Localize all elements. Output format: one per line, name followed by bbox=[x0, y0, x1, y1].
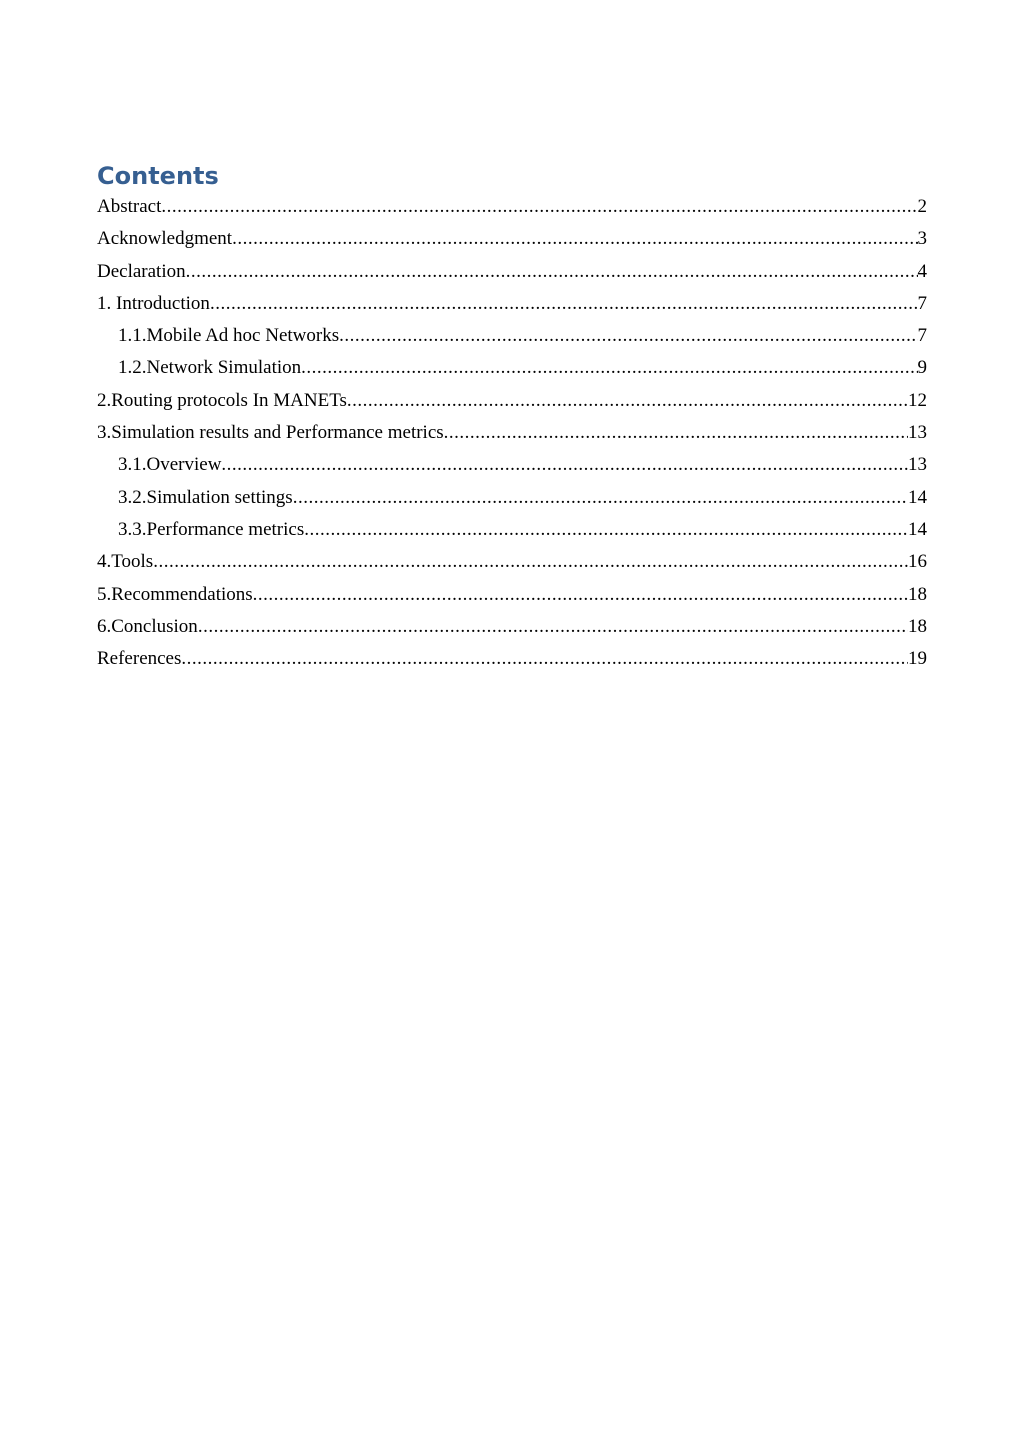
toc-dot-leader bbox=[181, 644, 908, 674]
toc-entry-title: 5.Recommendations bbox=[97, 583, 253, 605]
toc-dot-leader bbox=[161, 192, 917, 222]
toc-dot-leader bbox=[210, 289, 918, 319]
toc-entry-title: 1.2.Network Simulation bbox=[118, 357, 302, 379]
toc-entry-performance-metrics[interactable] bbox=[97, 515, 927, 547]
toc-dot-leader bbox=[153, 547, 908, 577]
toc-entry-title: 1. Introduction bbox=[97, 292, 210, 314]
toc-entry-references[interactable] bbox=[97, 644, 927, 676]
toc-dot-leader bbox=[198, 612, 908, 642]
toc-entry-page: 4 bbox=[917, 260, 927, 282]
toc-entry-routing-protocols[interactable] bbox=[97, 386, 927, 418]
toc-entry-page: 13 bbox=[908, 454, 927, 476]
toc-entry-page: 3 bbox=[917, 228, 927, 250]
toc-entry-title: References bbox=[97, 648, 182, 670]
toc-dot-leader bbox=[232, 224, 917, 254]
toc-entry-network-simulation[interactable] bbox=[97, 353, 927, 385]
toc-entry-title: 6.Conclusion bbox=[97, 615, 198, 637]
toc-dot-leader bbox=[339, 321, 917, 351]
toc-entry-page: 14 bbox=[908, 518, 927, 540]
toc-dot-leader bbox=[221, 450, 908, 480]
toc-entry-page: 16 bbox=[908, 551, 927, 573]
toc-dot-leader bbox=[301, 353, 917, 383]
toc-dot-leader bbox=[186, 257, 918, 287]
toc-entry-page: 14 bbox=[908, 486, 927, 508]
toc-entry-page: 2 bbox=[917, 196, 927, 217]
toc-entry-page: 18 bbox=[908, 615, 927, 637]
toc-dot-leader bbox=[293, 483, 908, 513]
toc-entry-page: 12 bbox=[908, 389, 927, 411]
toc-dot-leader bbox=[347, 386, 908, 416]
toc-entry-simulation-results[interactable] bbox=[97, 418, 927, 450]
toc-entry-declaration[interactable] bbox=[97, 257, 927, 289]
toc-entry-conclusion[interactable] bbox=[97, 612, 927, 644]
toc-entry-recommendations[interactable] bbox=[97, 580, 927, 612]
toc-entry-title: 3.3.Performance metrics bbox=[118, 518, 305, 540]
toc-entry-page: 18 bbox=[908, 583, 927, 605]
toc-entry-title: Declaration bbox=[97, 260, 186, 282]
toc-entry-acknowledgment[interactable] bbox=[97, 224, 927, 256]
toc-entry-tools[interactable] bbox=[97, 547, 927, 579]
toc-entry-title: 1.1.Mobile Ad hoc Networks bbox=[118, 325, 340, 347]
toc-dot-leader bbox=[304, 515, 908, 545]
toc-entry-page: 7 bbox=[917, 325, 927, 347]
toc-entry-page: 9 bbox=[917, 357, 927, 379]
toc-entry-title: Abstract bbox=[97, 196, 162, 217]
toc-heading: Contents bbox=[97, 162, 219, 190]
toc-entry-title: 4.Tools bbox=[97, 551, 154, 573]
toc-entry-title: 2.Routing protocols In MANETs bbox=[97, 389, 347, 411]
toc-dot-leader bbox=[253, 580, 908, 610]
toc-entry-page: 7 bbox=[917, 292, 927, 314]
toc-entry-title: Acknowledgment bbox=[97, 228, 233, 250]
toc-entry-simulation-settings[interactable] bbox=[97, 483, 927, 515]
toc-entry-title: 3.2.Simulation settings bbox=[118, 486, 293, 508]
toc-entry-page: 13 bbox=[908, 422, 927, 444]
toc-entry-overview[interactable] bbox=[97, 450, 927, 482]
toc-entry-mobile-ad-hoc-networks[interactable] bbox=[97, 321, 927, 353]
toc-list bbox=[97, 192, 927, 676]
toc-entry-page: 19 bbox=[908, 648, 927, 670]
toc-entry-title: 3.Simulation results and Performance metrics bbox=[97, 422, 444, 444]
toc-entry-abstract[interactable] bbox=[97, 192, 927, 224]
toc-dot-leader bbox=[444, 418, 908, 448]
toc-entry-title: 3.1.Overview bbox=[118, 454, 222, 476]
toc-entry-introduction[interactable] bbox=[97, 289, 927, 321]
